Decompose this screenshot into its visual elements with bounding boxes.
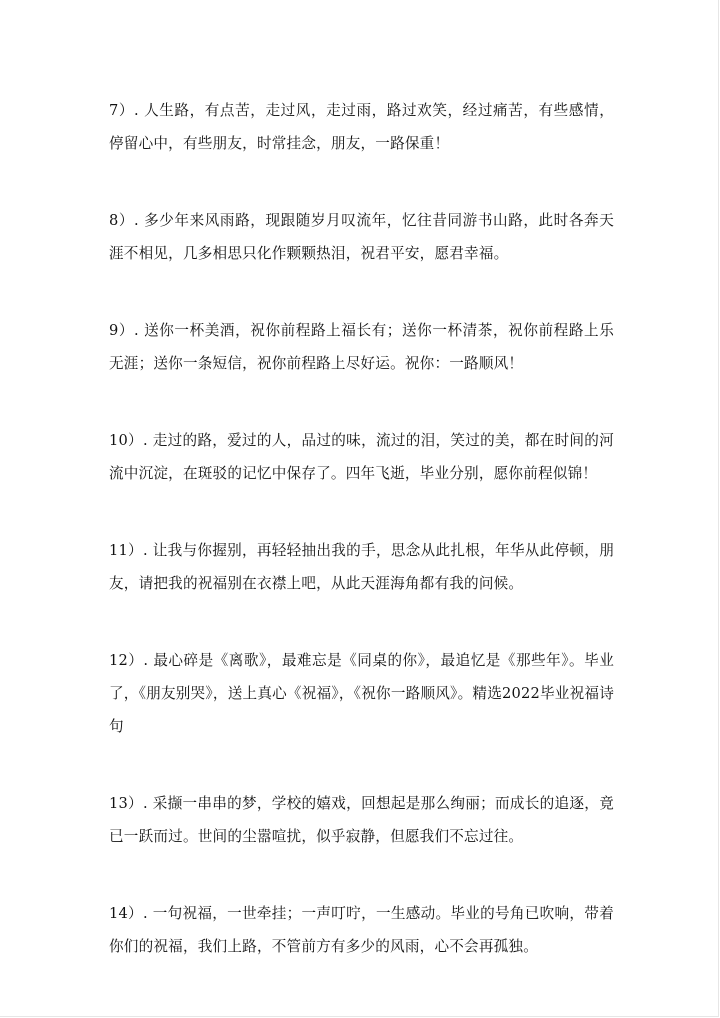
blessing-paragraph-9: 9）. 送你一杯美酒，祝你前程路上福长有；送你一杯清茶，祝你前程路上乐无涯；送你一条短信，祝你前程路上尽好运。祝你：一路顺风！	[109, 322, 614, 372]
document-body	[109, 94, 614, 1007]
blessing-paragraph-8: 8）. 多少年来风雨路，现跟随岁月叹流年，忆往昔同游书山路，此时各奔天涯不相见，几多相思只化作颗颗热泪，祝君平安，愿君幸福。	[109, 212, 614, 262]
blessing-paragraph-12: 12）. 最心碎是《离歌》，最难忘是《同桌的你》，最追忆是《那些年》。毕业了，《朋友别哭》，送上真心《祝福》，《祝你一路顺风》。精选2022毕业祝福诗句	[109, 652, 614, 735]
blessing-paragraph-13: 13）. 采撷一串串的梦，学校的嬉戏，回想起是那么绚丽；而成长的追逐，竟已一跃而过。世间的尘嚣喧扰，似乎寂静，但愿我们不忘过往。	[109, 795, 614, 845]
blessing-paragraph-7: 7）. 人生路，有点苦，走过风，走过雨，路过欢笑，经过痛苦，有些感情，停留心中，有些朋友，时常挂念，朋友，一路保重！	[109, 102, 614, 152]
blessing-paragraph-10: 10）. 走过的路，爱过的人，品过的味，流过的泪，笑过的美，都在时间的河流中沉淀，在斑驳的记忆中保存了。四年飞逝，毕业分别，愿你前程似锦！	[109, 432, 614, 482]
blessing-paragraph-11: 11）. 让我与你握别，再轻轻抽出我的手，思念从此扎根，年华从此停顿，朋友，请把我的祝福别在衣襟上吧，从此天涯海角都有我的问候。	[109, 542, 614, 592]
blessing-paragraph-14: 14）. 一句祝福，一世牵挂；一声叮咛，一生感动。毕业的号角已吹响，带着你们的祝福，我们上路，不管前方有多少的风雨，心不会再孤独。	[109, 905, 614, 955]
